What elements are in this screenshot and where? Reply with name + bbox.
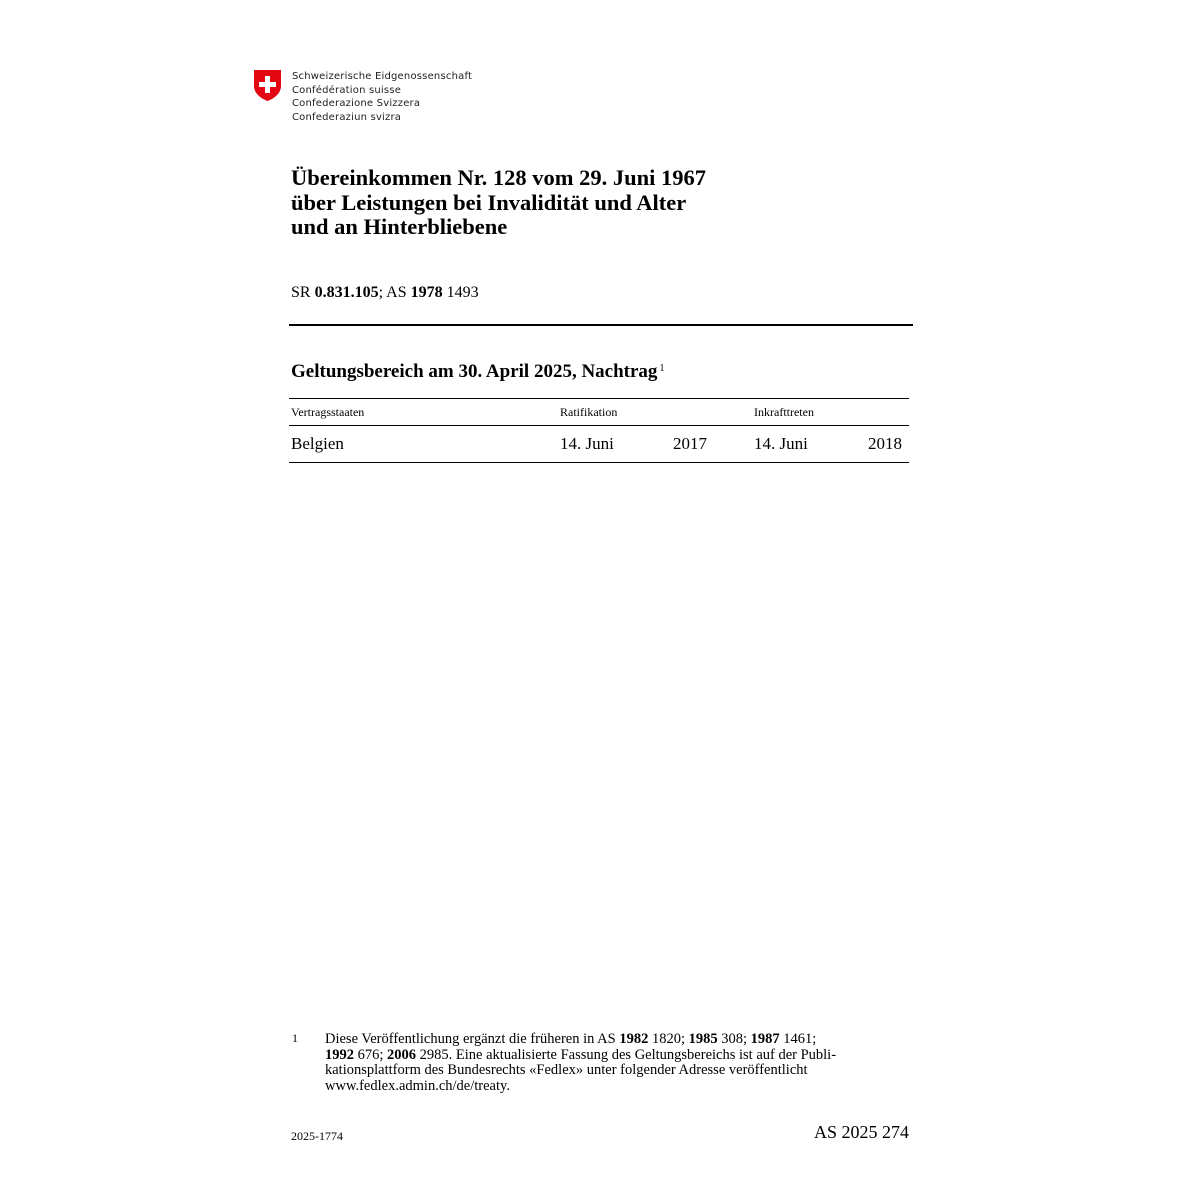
column-header-states: Vertragsstaaten — [291, 405, 365, 419]
as-label: AS — [386, 284, 407, 301]
confederation-name-rm: Confederaziun svizra — [292, 111, 402, 123]
title-line-3: und an Hinterbliebene — [291, 214, 508, 239]
sr-reference — [291, 284, 479, 302]
section-heading-text: Geltungsbereich am 30. April 2025, Nachtrag — [291, 361, 658, 382]
confederation-name-it: Confederazione Svizzera — [292, 98, 421, 109]
footnote-line-4: www.fedlex.admin.ch/de/treaty. — [325, 1077, 510, 1094]
footnote-reference: 1 — [659, 363, 665, 374]
column-header-entry-into-force: Inkrafttreten — [754, 405, 814, 419]
title-divider — [289, 324, 913, 326]
footnote-line-1: Diese Veröffentlichung ergänzt die früheren in AS 1982 1820; 1985 308; 1987 1461; — [325, 1031, 817, 1047]
title-line-2: über Leistungen bei Invalidität und Alter — [291, 189, 687, 215]
table-top-rule — [289, 398, 909, 399]
section-heading — [291, 361, 664, 383]
document-title — [291, 166, 911, 240]
footnote-line-3: kationsplattform des Bundesrechts «Fedlex» unter folgender Adresse veröffentlicht — [325, 1062, 808, 1078]
footnote-text — [325, 1032, 905, 1094]
confederation-names — [292, 70, 472, 124]
as-year: 1978 — [410, 284, 443, 301]
footnote-line-2: 1992 676; 2006 2985. Eine aktualisierte Fassung des Geltungsbereichs ist auf der Publi- — [325, 1046, 837, 1063]
confederation-name-de: Schweizerische Eidgenossenschaft — [292, 71, 473, 82]
as-reference: AS 2025 274 — [813, 1122, 909, 1142]
cell-ratification-year: 2017 — [673, 434, 707, 453]
as-page: 1493 — [446, 284, 479, 301]
swiss-cross-shield-icon — [253, 69, 282, 102]
cell-state: Belgien — [291, 434, 344, 453]
footnote-number: 1 — [292, 1031, 298, 1045]
title-line-1: Übereinkommen Nr. 128 vom 29. Juni 1967 — [291, 165, 707, 190]
cell-ratification-date: 14. Juni — [560, 434, 614, 453]
cell-entry-year: 2018 — [868, 434, 902, 453]
sr-label: SR — [291, 284, 311, 301]
confederation-name-fr: Confédération suisse — [292, 84, 402, 96]
sr-separator: ; — [378, 284, 384, 301]
sr-number: 0.831.105 — [314, 284, 379, 301]
column-header-ratification: Ratifikation — [560, 405, 618, 419]
cell-entry-date: 14. Juni — [754, 434, 808, 453]
document-id: 2025-1774 — [291, 1129, 343, 1143]
table-bottom-rule — [289, 462, 909, 463]
table-header-rule — [289, 425, 909, 426]
